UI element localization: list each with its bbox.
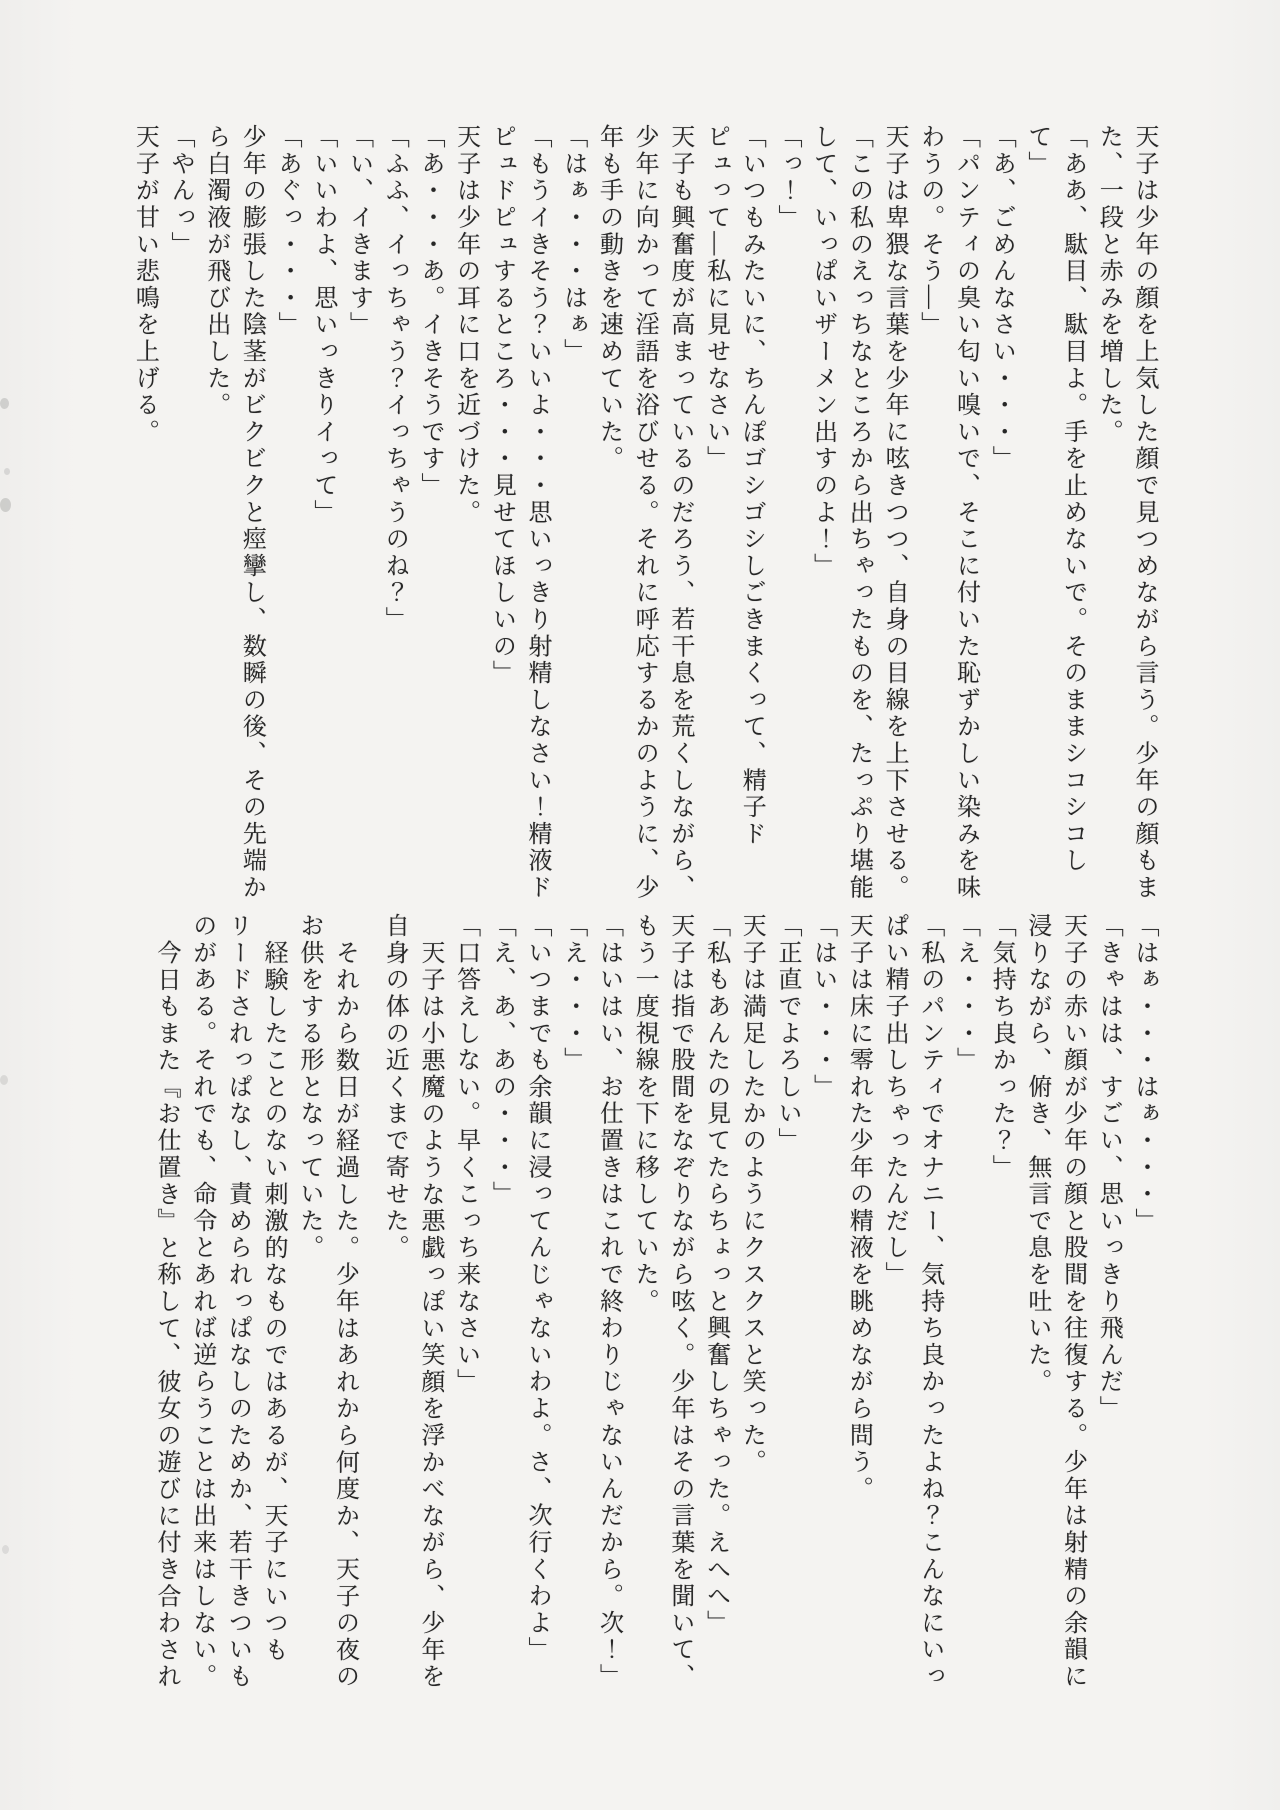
scan-speck xyxy=(0,498,11,512)
paragraph: 「きゃはは、すごい、思いっきり飛んだ」 xyxy=(1095,913,1122,1423)
paragraph: 「はぁ・・・はぁ」 xyxy=(559,124,586,366)
scan-speck xyxy=(0,398,9,409)
paragraph: 「あぐっ・・・」 xyxy=(274,124,301,339)
paragraph: 「え、あ、あの・・・」 xyxy=(488,913,515,1208)
paragraph: 「あ・・・あ。イきそうです」 xyxy=(416,124,443,500)
paragraph: 「正直でよろしい」 xyxy=(773,913,800,1155)
paragraph: 「ああ、駄目、駄目よ。手を止めないで。そのままシコシコして」 xyxy=(1023,124,1086,875)
paragraph: 「私もあんたの見てたらちょっと興奮しちゃった。えへへ」 xyxy=(702,913,729,1637)
paragraph: 「やんっ」 xyxy=(167,124,194,258)
paragraph: 「パンティの臭い匂い嗅いで、そこに付いた恥ずかしい染みを味わうの。そう―」 xyxy=(916,124,979,902)
paragraph: 「いつまでも余韻に浸ってんじゃないわよ。さ、次行くわよ」 xyxy=(524,913,551,1664)
paragraph: 天子は床に零れた少年の精液を眺めながら問う。 xyxy=(845,913,872,1503)
paragraph: 「口答えしない。早くこっち来なさい」 xyxy=(452,913,479,1396)
paragraph: 「私のパンティでオナニー、気持ち良かったよね？こんなにいっぱい精子出しちゃったんだし」 xyxy=(881,913,943,1691)
paragraph: 「はい・・・」 xyxy=(809,913,836,1101)
paragraph: 「え・・・」 xyxy=(952,913,979,1074)
paragraph: 天子は少年の顔を上気した顔で見つめながら言う。少年の顔もまた、一段と赤みを増した。 xyxy=(1095,124,1157,902)
paragraph: 「い、イきます」 xyxy=(345,124,372,339)
paragraph: 「いつもみたいに、ちんぽゴシゴシしごきまくって、精子ドピュって―私に見せなさい」 xyxy=(702,124,765,848)
paragraph: 「え・・・」 xyxy=(559,913,586,1074)
paragraph: 「もうイきそう？いいよ・・・思いっきり射精しなさい！精液ドピュドピュするところ・・・見せてほしいの」 xyxy=(488,124,551,902)
paragraph: 「いいわよ、思いっきりイって」 xyxy=(309,124,336,526)
paragraph: 天子は指で股間をなぞりながら呟く。少年はその言葉を聞いて、もう一度視線を下に移していた。 xyxy=(631,913,693,1691)
paragraph: 「あ、ごめんなさい・・・」 xyxy=(988,124,1015,473)
paragraph: 天子が甘い悲鳴を上げる。 xyxy=(131,124,158,446)
paragraph: 「この私のえっちなところから出ちゃったものを、たっぷり堪能して、いっぱいザーメン出すのよ！」 xyxy=(809,124,872,902)
paragraph: それから数日が経過した。少年はあれから何度か、天子の夜のお供をする形となっていた。 xyxy=(295,913,358,1691)
paragraph: 「気持ち良かった？」 xyxy=(988,913,1015,1181)
paragraph: 天子も興奮度が高まっているのだろう、若干息を荒くしながら、少年に向かって淫語を浴びせる。それに呼応するかのように、少年も手の動きを速めていた。 xyxy=(595,124,693,902)
paragraph: 今日もまた『お仕置き』と称して、彼女の遊びに付き合わされ xyxy=(153,940,180,1691)
paragraph: 「はぁ・・・はぁ・・・」 xyxy=(1131,913,1157,1235)
paragraph: 少年の膨張した陰茎がビクビクと痙攣し、数瞬の後、その先端から白濁液が飛び出した。 xyxy=(202,124,265,902)
paragraph: 「ふふ、イっちゃう？イっちゃうのね？」 xyxy=(381,124,408,634)
paragraph: 天子は卑猥な言葉を少年に呟きつつ、自身の目線を上下させる。 xyxy=(881,124,908,902)
scan-speck xyxy=(2,1545,9,1554)
scan-speck xyxy=(4,468,10,475)
paragraph: 経験したことのない刺激的なものではあるが、天子にいつもリードされっぱなし、責められっぱなしのためか、若干きついものがある。それでも、命令とあれば逆らうことは出来はしない。 xyxy=(188,913,287,1691)
scan-speck xyxy=(0,1075,8,1085)
paragraph: 天子は少年の耳に口を近づけた。 xyxy=(452,124,479,526)
paragraph: 天子は満足したかのようにクスクスと笑った。 xyxy=(738,913,765,1476)
paragraph: 天子の赤い顔が少年の顔と股間を往復する。少年は射精の余韻に浸りながら、俯き、無言で息を吐いた。 xyxy=(1023,913,1086,1691)
paragraph: 「はいはい、お仕置きはこれで終わりじゃないんだから。次！」 xyxy=(595,913,622,1691)
paragraph: 「っ！」 xyxy=(773,124,800,232)
paragraph: 天子は小悪魔のような悪戯っぽい笑顔を浮かべながら、少年を自身の体の近くまで寄せた。 xyxy=(381,913,443,1691)
text-tier-lower xyxy=(147,913,1161,1697)
text-tier-upper xyxy=(126,124,1161,908)
scene-break-gap xyxy=(362,913,376,923)
